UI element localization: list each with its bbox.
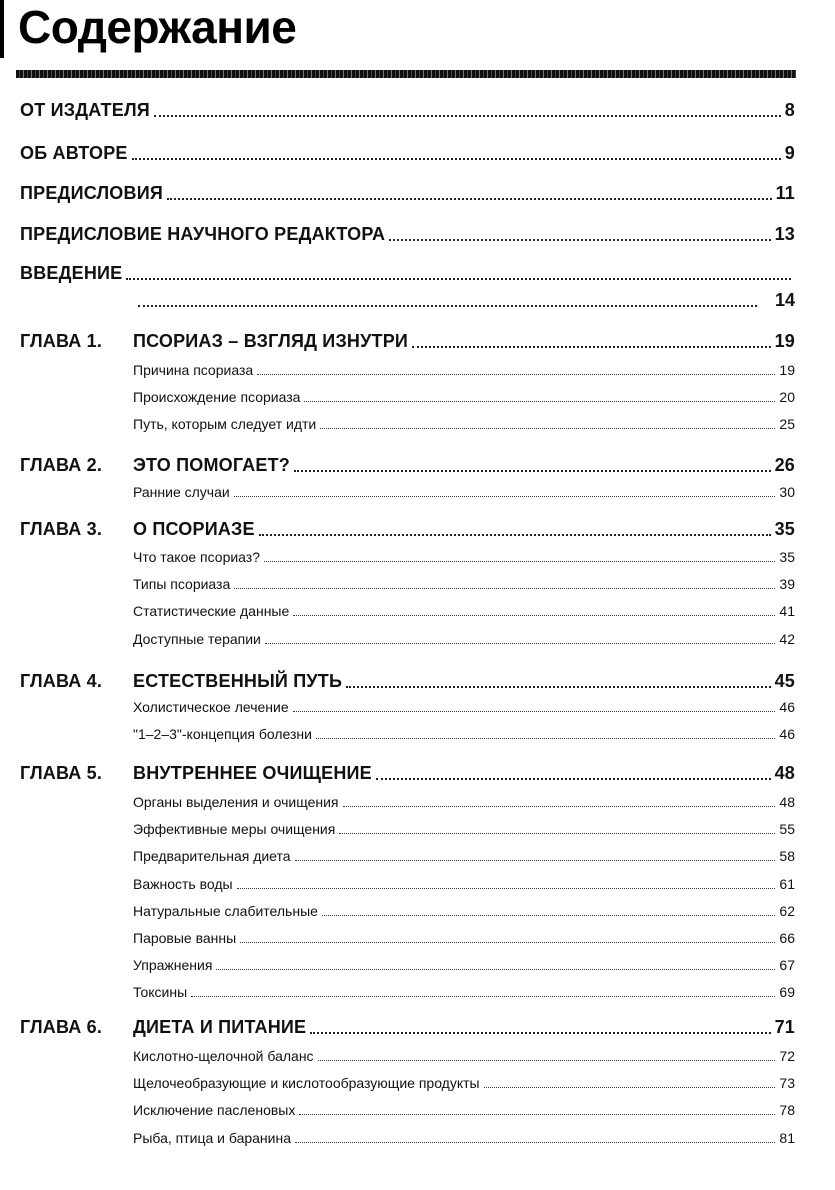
chapter-title: ЕСТЕСТВЕННЫЙ ПУТЬ [133, 671, 343, 691]
page-number: 14 [774, 290, 795, 310]
page-number: 45 [774, 671, 795, 691]
section-entry[interactable] [133, 362, 795, 378]
dot-leader [316, 737, 775, 739]
dot-leader [154, 114, 781, 117]
section-entry[interactable] [133, 631, 795, 647]
section-label: Токсины [133, 984, 188, 1000]
section-label: Доступные терапии [133, 631, 261, 647]
dot-leader [295, 859, 776, 861]
section-label: Органы выделения и очищения [133, 794, 339, 810]
dot-leader [295, 1141, 775, 1143]
dot-leader [346, 685, 770, 688]
chapter-entry[interactable] [20, 763, 795, 784]
section-entry[interactable] [133, 603, 795, 619]
section-entry[interactable] [133, 726, 795, 742]
section-label: Важность воды [133, 876, 233, 892]
section-entry[interactable] [133, 903, 795, 919]
dot-leader [389, 238, 770, 241]
dot-leader [293, 614, 775, 616]
section-label: Кислотно-щелочной баланс [133, 1048, 314, 1064]
page-number: 30 [779, 484, 795, 500]
entry-label: ПРЕДИСЛОВИЕ НАУЧНОГО РЕДАКТОРА [20, 224, 386, 244]
chapter-entry[interactable] [20, 519, 795, 540]
toc-entry[interactable] [20, 183, 795, 204]
dot-leader [216, 968, 775, 970]
section-entry[interactable] [133, 389, 795, 405]
section-entry[interactable] [133, 699, 795, 715]
chapter-entry[interactable] [20, 671, 795, 692]
toc-entry[interactable] [20, 143, 795, 164]
dot-leader [299, 1113, 775, 1115]
page-number: 13 [774, 224, 795, 244]
section-label: Холистическое лечение [133, 699, 289, 715]
chapter-title: ДИЕТА И ПИТАНИЕ [133, 1017, 307, 1037]
section-entry[interactable] [133, 549, 795, 565]
section-entry[interactable] [133, 1048, 795, 1064]
page-number: 9 [784, 143, 795, 163]
entry-label: ПРЕДИСЛОВИЯ [20, 183, 163, 203]
chapter-title: ПСОРИАЗ – ВЗГЛЯД ИЗНУТРИ [133, 331, 409, 351]
page-number: 61 [779, 876, 795, 892]
page-number: 62 [779, 903, 795, 919]
entry-label: ВВЕДЕНИЕ [20, 263, 123, 283]
chapter-title: О ПСОРИАЗЕ [133, 519, 255, 539]
page-number: 26 [774, 455, 795, 475]
chapter-number: ГЛАВА 4. [20, 671, 103, 691]
page-number: 69 [779, 984, 795, 1000]
section-entry[interactable] [133, 821, 795, 837]
page-number: 41 [779, 603, 795, 619]
section-label: Исключение пасленовых [133, 1102, 296, 1118]
dot-leader [237, 887, 776, 889]
dot-leader [304, 400, 775, 402]
section-label: Типы псориаза [133, 576, 231, 592]
dot-leader [318, 1059, 776, 1061]
page-number: 39 [779, 576, 795, 592]
section-label: Рыба, птица и баранина [133, 1130, 292, 1146]
section-entry[interactable] [133, 1130, 795, 1146]
section-label: Ранние случаи [133, 484, 230, 500]
section-label: Щелочеобразующие и кислотообразующие продукты [133, 1075, 480, 1091]
section-label: Паровые ванны [133, 930, 237, 946]
page-number: 81 [779, 1130, 795, 1146]
dot-leader [264, 560, 775, 562]
page-number: 42 [779, 631, 795, 647]
page-number: 66 [779, 930, 795, 946]
dot-leader [484, 1086, 776, 1088]
page-number: 19 [774, 331, 795, 351]
dot-leader [167, 197, 772, 200]
chapter-entry[interactable] [20, 455, 795, 476]
dot-leader [126, 277, 791, 280]
section-entry[interactable] [133, 848, 795, 864]
section-label: Путь, которым следует идти [133, 416, 317, 432]
dot-leader [234, 495, 776, 497]
page-number: 25 [779, 416, 795, 432]
section-entry[interactable] [133, 576, 795, 592]
toc-entry[interactable] [20, 100, 795, 121]
chapter-entry[interactable] [20, 1017, 795, 1038]
page-number: 46 [779, 726, 795, 742]
chapter-title: ВНУТРЕННЕЕ ОЧИЩЕНИЕ [133, 763, 372, 783]
toc-entry-continuation [138, 290, 795, 311]
toc-entry[interactable] [20, 263, 795, 284]
dot-leader [234, 587, 775, 589]
section-entry[interactable] [133, 984, 795, 1000]
section-label: Предварительная диета [133, 848, 291, 864]
page-number: 20 [779, 389, 795, 405]
section-label: Упражнения [133, 957, 213, 973]
section-label: Натуральные слабительные [133, 903, 318, 919]
page-number: 78 [779, 1102, 795, 1118]
page-number: 35 [779, 549, 795, 565]
dot-leader [191, 995, 775, 997]
dot-leader [259, 533, 771, 536]
section-entry[interactable] [133, 1102, 795, 1118]
entry-label: ОТ ИЗДАТЕЛЯ [20, 100, 150, 120]
page-number: 48 [774, 763, 795, 783]
dot-leader [265, 642, 776, 644]
page-number: 8 [784, 100, 795, 120]
section-entry[interactable] [133, 1075, 795, 1091]
dot-leader [322, 914, 776, 916]
dot-leader [257, 373, 775, 375]
dot-leader [412, 345, 771, 348]
dot-leader [339, 832, 775, 834]
section-entry[interactable] [133, 876, 795, 892]
chapter-number: ГЛАВА 5. [20, 763, 103, 783]
dot-leader [294, 469, 771, 472]
page-number: 11 [775, 183, 795, 203]
page-number: 48 [779, 794, 795, 810]
chapter-number: ГЛАВА 2. [20, 455, 103, 475]
dot-leader [320, 427, 775, 429]
section-label: Причина псориаза [133, 362, 254, 378]
section-entry[interactable] [133, 930, 795, 946]
page-number: 46 [779, 699, 795, 715]
dot-leader [293, 710, 776, 712]
section-label: Эффективные меры очищения [133, 821, 336, 837]
page-number: 55 [779, 821, 795, 837]
page-number: 35 [774, 519, 795, 539]
dot-leader [376, 777, 771, 780]
page-title: Содержание [18, 1, 297, 53]
section-entry[interactable] [133, 416, 795, 432]
entry-label: ОБ АВТОРЕ [20, 143, 128, 163]
toc-entry[interactable] [20, 224, 795, 245]
chapter-entry[interactable] [20, 331, 795, 352]
chapter-number: ГЛАВА 1. [20, 331, 103, 351]
section-label: Что такое псориаз? [133, 549, 261, 565]
page-number: 72 [779, 1048, 795, 1064]
chapter-title: ЭТО ПОМОГАЕТ? [133, 455, 290, 475]
dot-leader [132, 157, 781, 160]
section-entry[interactable] [133, 957, 795, 973]
section-label: Статистические данные [133, 603, 290, 619]
page-number: 71 [774, 1017, 795, 1037]
page-number: 19 [779, 362, 795, 378]
chapter-number: ГЛАВА 6. [20, 1017, 103, 1037]
section-entry[interactable] [133, 794, 795, 810]
edge-mark [0, 0, 4, 58]
chapter-number: ГЛАВА 3. [20, 519, 103, 539]
dot-leader [138, 305, 757, 307]
dot-leader [343, 805, 776, 807]
section-label: Происхождение псориаза [133, 389, 301, 405]
section-entry[interactable] [133, 484, 795, 500]
dot-leader [240, 941, 775, 943]
page-number: 58 [779, 848, 795, 864]
dot-leader [310, 1031, 770, 1034]
page-number: 67 [779, 957, 795, 973]
title-rule [16, 70, 796, 78]
page-number: 73 [779, 1075, 795, 1091]
section-label: "1–2–3"-концепция болезни [133, 726, 312, 742]
